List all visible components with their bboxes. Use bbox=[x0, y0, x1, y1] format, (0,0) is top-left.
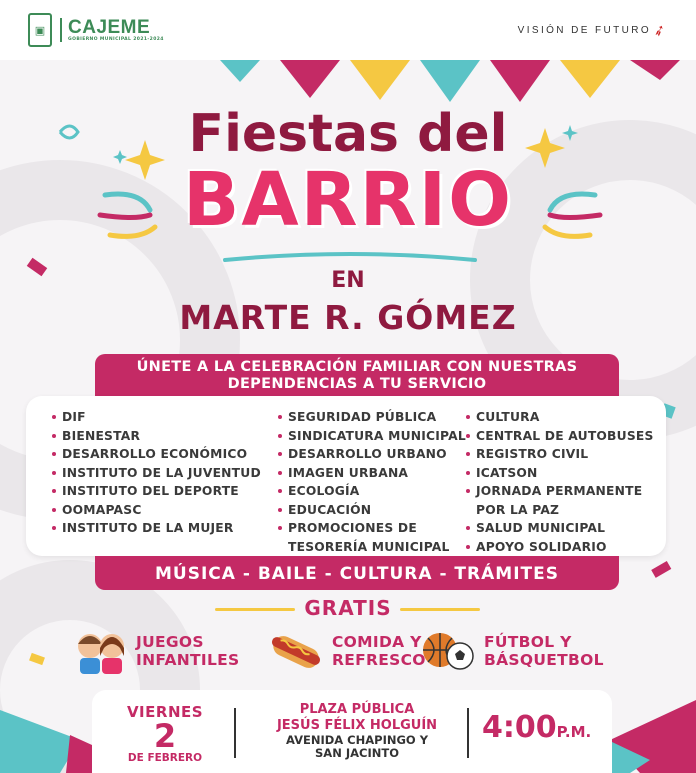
venue-line-1: PLAZA PÚBLICA bbox=[299, 702, 415, 717]
list-item: DESARROLLO URBANO bbox=[278, 445, 466, 464]
list-item: SEGURIDAD PÚBLICA bbox=[278, 408, 466, 427]
logo-name: CAJEME bbox=[68, 17, 151, 38]
divider bbox=[467, 708, 469, 758]
list-item: SINDICATURA MUNICIPAL bbox=[278, 427, 466, 446]
tagline-text: VISIÓN DE FUTURO bbox=[517, 24, 652, 36]
kids-icon bbox=[72, 628, 128, 674]
free-label: GRATIS bbox=[304, 596, 392, 620]
list-item: APOYO SOLIDARIO bbox=[466, 538, 654, 557]
cajeme-logo bbox=[28, 13, 164, 47]
services-column-3 bbox=[466, 408, 654, 556]
arrow-mark-icon: ➶ bbox=[650, 19, 671, 42]
activity-line-2: INFANTILES bbox=[136, 651, 240, 669]
event-time bbox=[482, 712, 591, 748]
list-item: PROMOCIONES DE bbox=[278, 519, 466, 538]
tagline bbox=[517, 19, 671, 42]
highlights-banner: MÚSICA - BAILE - CULTURA - TRÁMITES bbox=[95, 556, 619, 590]
activity-line-1: COMIDA Y bbox=[332, 633, 422, 651]
title-line-1: Fiestas del bbox=[188, 104, 508, 164]
list-item: DIF bbox=[52, 408, 261, 427]
activity-line-2: BÁSQUETBOL bbox=[484, 651, 604, 669]
invitation-banner bbox=[95, 354, 619, 398]
divider bbox=[234, 708, 236, 758]
list-item: ECOLOGÍA bbox=[278, 482, 466, 501]
hotdog-icon bbox=[268, 628, 324, 674]
title-underline bbox=[220, 250, 480, 264]
activity-label bbox=[484, 633, 604, 669]
activity-food bbox=[268, 628, 426, 674]
event-date bbox=[106, 704, 224, 764]
event-month: DE FEBRERO bbox=[127, 752, 203, 764]
activity-sports bbox=[420, 628, 604, 674]
address-line-2: SAN JACINTO bbox=[315, 746, 399, 760]
list-item: INSTITUTO DE LA JUVENTUD bbox=[52, 464, 261, 483]
list-item: CENTRAL DE AUTOBUSES bbox=[466, 427, 654, 446]
list-item-continuation: POR LA PAZ bbox=[476, 502, 560, 517]
list-item-continuation: TESORERÍA MUNICIPAL bbox=[288, 539, 450, 554]
address-line-1: AVENIDA CHAPINGO Y bbox=[285, 733, 429, 747]
services-column-1 bbox=[52, 408, 261, 538]
location-connector: EN bbox=[331, 268, 365, 293]
activity-line-2: REFRESCO bbox=[332, 651, 426, 669]
list-item: IMAGEN URBANA bbox=[278, 464, 466, 483]
activity-label bbox=[332, 633, 426, 669]
sports-balls-icon bbox=[420, 628, 476, 674]
list-item: OOMAPASC bbox=[52, 501, 261, 520]
list-item: ICATSON bbox=[466, 464, 654, 483]
services-column-2 bbox=[278, 408, 466, 556]
list-item: INSTITUTO DEL DEPORTE bbox=[52, 482, 261, 501]
invitation-line-2: DEPENDENCIAS A TU SERVICIO bbox=[227, 376, 487, 392]
event-weekday: VIERNES bbox=[126, 703, 204, 721]
services-card bbox=[26, 396, 666, 556]
coat-of-arms-icon: ▣ bbox=[28, 13, 52, 47]
top-header bbox=[0, 0, 696, 60]
list-item: CULTURA bbox=[466, 408, 654, 427]
venue-line-2: JESÚS FÉLIX HOLGUÍN bbox=[276, 718, 438, 733]
title-line-2: BARRIO bbox=[182, 157, 514, 243]
list-item: DESARROLLO ECONÓMICO bbox=[52, 445, 261, 464]
event-details-card bbox=[92, 690, 612, 773]
event-title bbox=[0, 104, 696, 243]
list-item: REGISTRO CIVIL bbox=[466, 445, 654, 464]
event-time-value: 4:00 bbox=[482, 710, 557, 745]
activity-line-1: FÚTBOL Y bbox=[484, 633, 572, 651]
activity-line-1: JUEGOS bbox=[136, 633, 204, 651]
list-item: JORNADA PERMANENTE bbox=[466, 482, 654, 501]
event-time-suffix: P.M. bbox=[556, 723, 592, 741]
list-item: SALUD MUNICIPAL bbox=[466, 519, 654, 538]
neighborhood-name: MARTE R. GÓMEZ bbox=[179, 298, 517, 337]
activity-games bbox=[72, 628, 240, 674]
activity-label bbox=[136, 633, 240, 669]
event-day-number: 2 bbox=[153, 717, 177, 755]
invitation-line-1: ÚNETE A LA CELEBRACIÓN FAMILIAR CON NUESTRAS bbox=[136, 359, 578, 375]
list-item: INSTITUTO DE LA MUJER bbox=[52, 519, 261, 538]
list-item: BIENESTAR bbox=[52, 427, 261, 446]
event-location bbox=[247, 702, 467, 760]
logo-subtitle: GOBIERNO MUNICIPAL 2021-2024 bbox=[68, 37, 164, 42]
list-item: EDUCACIÓN bbox=[278, 501, 466, 520]
